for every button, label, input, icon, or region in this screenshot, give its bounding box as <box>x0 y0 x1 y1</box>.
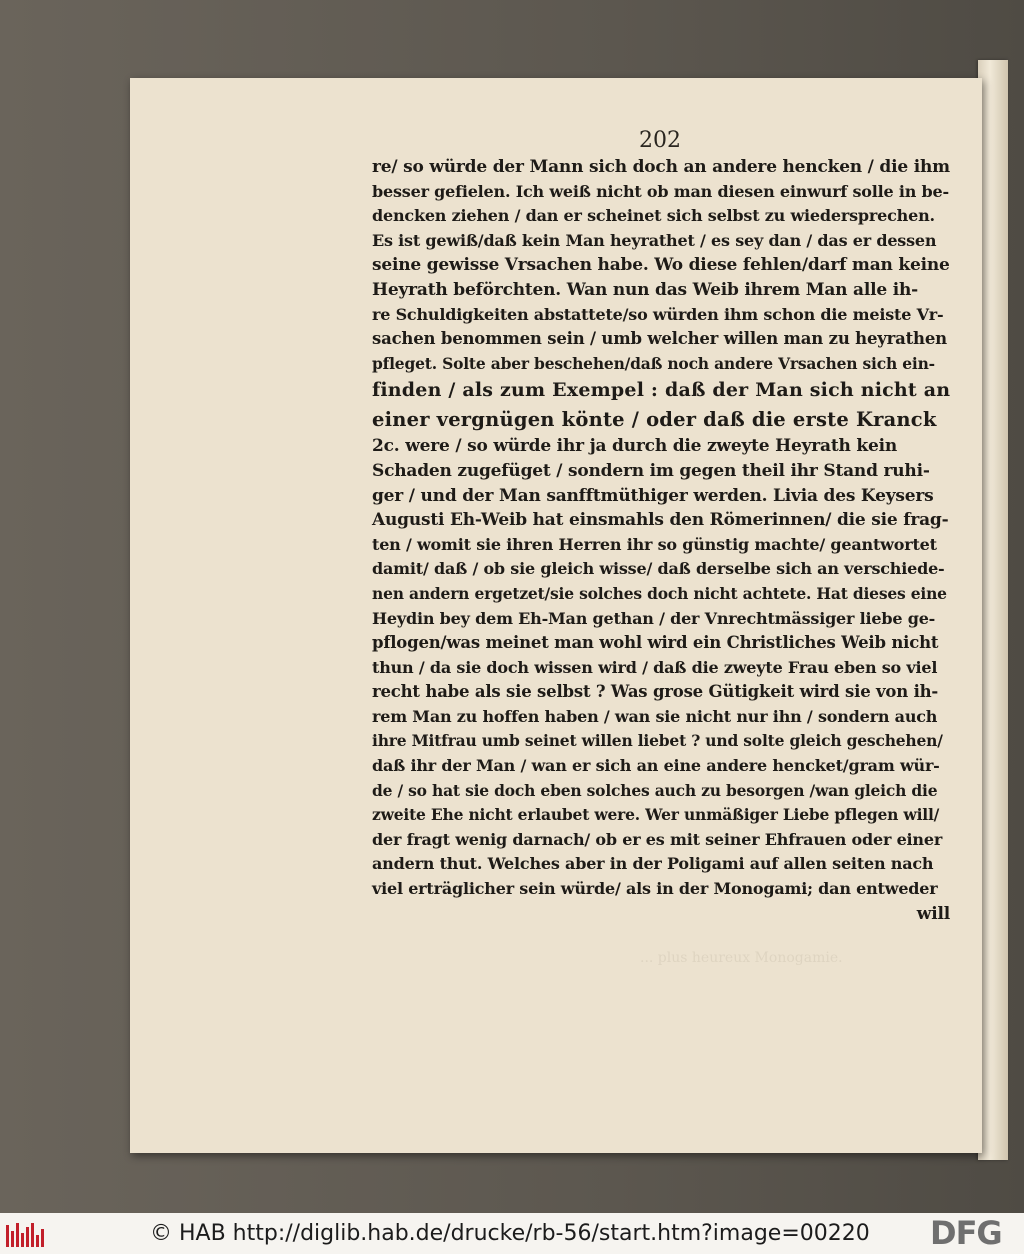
text-line: pflogen/was meinet man wohl wird ein Christliches Weib nicht <box>372 633 939 653</box>
text-line: zweite Ehe nicht erlaubet were. Wer unmäßiger Liebe pflegen will/ <box>372 805 940 825</box>
text-line: rem Man zu hoffen haben / wan sie nicht nur ihn / sondern auch <box>372 706 938 726</box>
bleed-through-text: ... plus heureux Monogamie. <box>640 950 843 966</box>
dfg-logo: DFG <box>930 1214 1002 1252</box>
text-line: pfleget. Solte aber beschehen/daß noch andere Vrsachen sich ein- <box>372 353 935 373</box>
text-line: nen andern ergetzet/sie solches doch nicht achtete. Hat dieses eine <box>372 583 947 603</box>
text-line: re Schuldigkeiten abstattete/so würden ihm schon die meiste Vr- <box>372 304 944 324</box>
text-line: finden / als zum Exempel : daß der Man sich nicht an <box>372 379 951 402</box>
page-number: 202 <box>639 128 681 153</box>
text-line: de / so hat sie doch eben solches auch zu besorgen /wan gleich die <box>372 780 938 800</box>
text-line: will <box>916 903 950 924</box>
text-line: einer vergnügen könte / oder daß die erste Kranck <box>372 408 937 432</box>
text-line: Schaden zugefüget / sondern im gegen theil ihr Stand ruhi- <box>372 460 930 481</box>
copyright-link[interactable]: © HAB http://diglib.hab.de/drucke/rb-56/start.htm?image=00220 <box>150 1221 870 1246</box>
facing-page-edge <box>978 60 1008 1160</box>
text-line: re/ so würde der Mann sich doch an andere hencken / die ihm <box>372 157 950 177</box>
page-text <box>372 155 950 926</box>
text-line: damit/ daß / ob sie gleich wisse/ daß derselbe sich an verschiede- <box>372 559 945 579</box>
text-line: besser gefielen. Ich weiß nicht ob man diesen einwurf solle in be- <box>372 181 949 201</box>
text-line: der fragt wenig darnach/ ob er es mit seiner Ehfrauen oder einer <box>372 829 943 849</box>
text-line: viel erträglicher sein würde/ als in der Monogami; dan entweder <box>372 879 938 899</box>
text-line: Heydin bey dem Eh-Man gethan / der Vnrechtmässiger liebe ge- <box>372 608 936 628</box>
text-line: Es ist gewiß/daß kein Man heyrathet / es sey dan / das er dessen <box>372 230 937 250</box>
text-line: recht habe als sie selbst ? Was grose Gütigkeit wird sie von ih- <box>372 682 939 702</box>
text-line: daß ihr der Man / wan er sich an eine andere hencket/gram wür- <box>372 756 940 776</box>
text-line: thun / da sie doch wissen wird / daß die zweyte Frau eben so viel <box>372 657 938 677</box>
text-line: ger / und der Man sanfftmüthiger werden. Livia des Keysers <box>372 485 934 506</box>
hab-barcode-logo-icon <box>6 1221 46 1247</box>
text-line: andern thut. Welches aber in der Poligami auf allen seiten nach <box>372 854 934 874</box>
text-line: Augusti Eh-Weib hat einsmahls den Römerinnen/ die sie frag- <box>372 510 949 531</box>
text-line: seine gewisse Vrsachen habe. Wo diese fehlen/darf man keine <box>372 255 950 276</box>
text-line: ihre Mitfrau umb seinet willen liebet ? und solte gleich geschehen/ <box>372 731 943 751</box>
text-line: Heyrath beförchten. Wan nun das Weib ihrem Man alle ih- <box>372 279 918 300</box>
text-line: dencken ziehen / dan er scheinet sich selbst zu wiedersprechen. <box>372 206 935 226</box>
text-line: sachen benommen sein / umb welcher willen man zu heyrathen <box>372 329 947 349</box>
text-line: 2c. were / so würde ihr ja durch die zweyte Heyrath kein <box>372 436 898 457</box>
text-line: ten / womit sie ihren Herren ihr so günstig machte/ geantwortet <box>372 534 937 554</box>
